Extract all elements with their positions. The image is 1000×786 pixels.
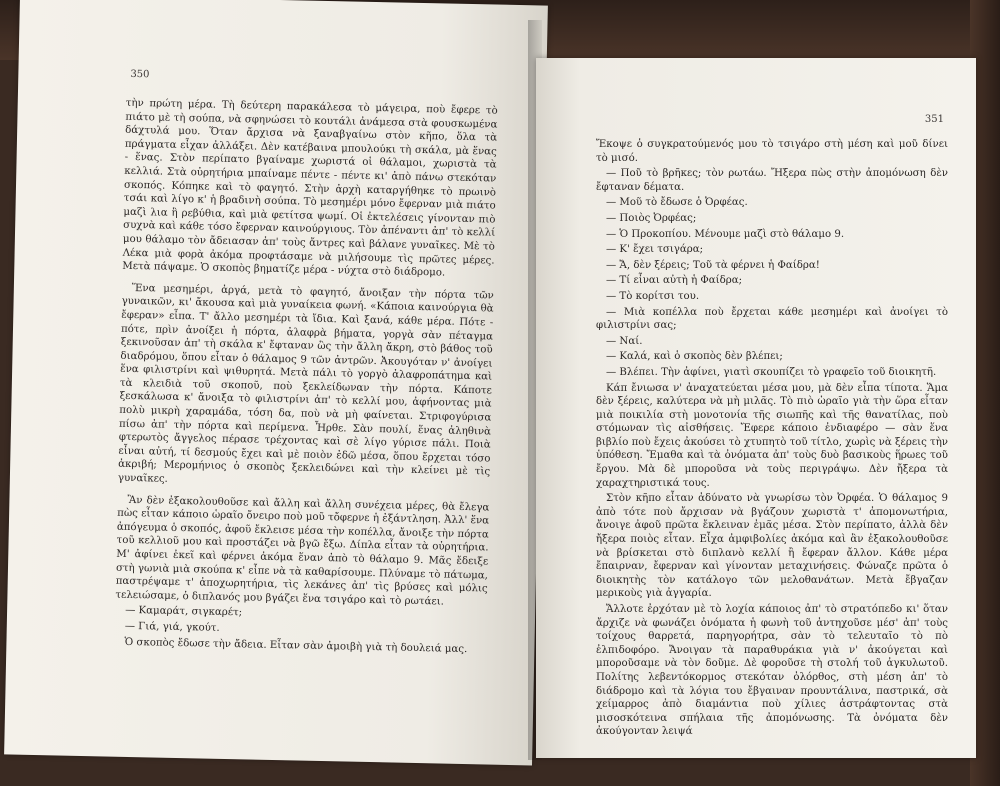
page-number-right: 351 xyxy=(924,114,944,125)
dialogue-line: — Ὁ Προκοπίου. Μένουμε μαζὶ στὸ θάλαμο 9. xyxy=(606,228,845,240)
paragraph: Ὁ σκοπὸς ἔδωσε τὴν ἄδεια. Εἶταν σὰν ἀμοιβὴ γιὰ τὴ δουλειά μας. xyxy=(124,636,468,655)
paragraph: Κάπ ἔνιωσα ν' ἀναχατεύεται μέσα μου, μὰ δὲν εἶπα τίποτα. Ἅμα δὲν ξέρεις, καλύτερα νὰ μὴ μιλᾶς. Τὸ πιὸ ὡραῖο γιὰ τὴν ὥρα εἶταν μιὰ ποικιλία στὴ μονοτονία τῆς σιωπῆς καὶ τῆς θανατίλας, ποὺ στόμωναν τὶς αἰσθήσεις. Ἔφερε κάποιο ἐνδιαφέρο — σὰν ἕνα βιβλίο ποὺ ἔχεις ἀκούσει τὸ χτυπητὸ τοῦ τίτλο, χωρὶς νὰ ξέρεις τὴν ὑπόθεση. Ἔμαθα καὶ τὰ ὀνόματα ἀπ' τοὺς δυὸ βασικοὺς ἥρωες τοῦ ἔργου. Μὰ δὲ μποροῦσα νὰ τοὺς περιγράψω. Δὲν ἤξερα τὰ χαραχτηριστικά τους. xyxy=(596,382,948,489)
paragraph: τὴν πρώτη μέρα. Τὴ δεύτερη παρακάλεσα τὸ μάγειρα, ποὺ ἔφερε τὸ πιάτο μὲ τὴ σούπα, νὰ σφηνώσει τὸ κουτάλι ἀνάμεσα στὰ φουσκωμένα δάχτυλά μου. Ὅταν ἄρχισα νὰ ξαναβγαίνω στὸν κῆπο, ὅλα τὰ πράγματα εἶχαν ἀλλάξει. Δὲν κατέβαινα μπουλούκι τὴ σκάλα, μὰ ἕνας - ἕνας. Στὸν περίπατο βγαίναμε χωριστά οἱ θάλαμοι, χωριστὰ τὰ κελλιά. Στὰ οὐρητήρια μπαίναμε πέντε - πέντε κι' ἀπὸ πάνω στεκόταν σκοπός. Κόπηκε καὶ τὸ φαγητό. Στὴν ἀρχὴ καταργήθηκε τὸ πρωινὸ τσάι καὶ λίγο κ' ἡ βραδινὴ σούπα. Τὸ μεσημέρι μόνο ἔφερναν μιὰ πιάτο μαζὶ λια ἢ ρεβύθια, καὶ μιὰ φετίτσα ψωμί. Οἱ ἐκτελέσεις γίνονταν πιὸ συχνὰ καὶ κάθε τόσο ἔφερναν καινούργιους. Τὸν ἀπέναντι ἀπ' τὸ κελλί μου θάλαμο τὸν ἄδειασαν ἀπ' τοὺς ἄντρες καὶ βάλανε γυναῖκες. Μὲ τὸ Λέκα μιὰ φορὰ ἀκόμα προφτάσαμε νὰ μιλήσουμε τὶς πρῶτες μέρες. Μετὰ πάψαμε. Ὁ σκοπὸς βηματίζε μέρα - νύχτα στὸ διάδρομο. xyxy=(122,97,498,279)
right-page xyxy=(536,58,976,758)
paragraph: Ἄλλοτε ἐρχόταν μὲ τὸ λοχία κάποιος ἀπ' τὸ στρατόπεδο κι' ὅταν ἄρχιζε νὰ φωνάζει ὀνόματα ἡ φωνὴ τοῦ ἀντηχοῦσε μέσ' ἀπ' τοὺς τοίχους θαρρετά, παρηγορήτρα, σὰν τὸ τελευταῖο τὸ πὸ ἐλπιδοφόρο. Ἄνοιγαν τὰ παραθυράκια γιὰ ν' ἀκούγεται καὶ μποροῦσαμε νὰ τὸν δοῦμε. Δὲ φοροῦσε τὴ στολή τοῦ ἀγκυλωτοῦ. Πολίτης λεβεντόκορμος στεκόταν ὀλόρθος, στὴ μέση ἀπ' τὸ διάδρομο καὶ τὰ λόγια του ἔβγαιναν προυντάλινα, παστρικά, σὰ χείμαρρος ἀπὸ διαμάντια ποὺ χίλιες ἀστράφτοντας στὰ μισοσκότεινα σπήλαια τῆς ἀπομόνωσης. Τὰ ὀνόματα δὲν ἀκούγονταν λειψά xyxy=(596,604,948,738)
dialogue-line: — Ποῦ τὸ βρῆκες; τὸν ρωτάω. Ἤξερα πὼς στὴν ἀπομόνωση δὲν ἔφταναν δέματα. xyxy=(596,168,948,193)
dialogue-line: — Τί εἶναι αὐτὴ ἡ Φαίδρα; xyxy=(606,275,743,287)
left-page xyxy=(4,0,548,765)
dialogue-line: — Κ' ἔχει τσιγάρα; xyxy=(606,244,704,256)
dialogue-line: — Ἄ, δὲν ξέρεις; Τοῦ τὰ φέρνει ἡ Φαίδρα! xyxy=(606,259,820,271)
dialogue-line: — Μιὰ κοπέλλα ποὺ ἔρχεται κάθε μεσημέρι καὶ ἀνοίγει τὸ φιλιστρίνι σας; xyxy=(596,306,948,332)
left-page-text xyxy=(114,97,498,659)
paragraph: Ἂν δὲν ἐξακολουθοῦσε καὶ ἄλλη καὶ ἄλλη συνέχεια μέρες, θὰ ἔλεγα πὼς εἶταν κάποιο ὡραῖο ὄνειρο ποὺ μοῦ τὄφερνε ἡ ἐξάντληση. Ἀλλ' ἕνα ἀπόγευμα ὁ σκοπός, ἀφοῦ ἔκλεισε μέσα τὴν κοπέλλα, ἄνοιξε τὴν πόρτα τοῦ κελλιοῦ μου καὶ προστάζει νὰ βγῶ ἔξω. Δίπλα εἶταν τὰ οὐρητήρια. Μ' ἀφίνει ἐκεῖ καὶ φέρνει ἀκόμα ἕναν ἀπὸ τὸ θάλαμο 9. Μᾶς ἔδειξε στὴ γωνιὰ μιὰ σκούπα κ' εἶπε νὰ τὰ καθαρίσουμε. Πλύναμε τὸ πάτωμα, παστρέψαμε τ' ἀποχωρητήρια, τὶς λεκάνες ἀπ' τὶς βρύσες καὶ μόλις τελειώσαμε, ὁ διπλανός μου βγάζει ἕνα τσιγάρο καὶ τὸ ρωτάει. xyxy=(115,494,490,608)
dialogue-line: — Καμαράτ, σιγκαρέτ; xyxy=(125,605,243,619)
dialogue-line: — Ποιὸς Ὀρφέας; xyxy=(606,212,697,224)
dialogue-line: — Βλέπει. Τὴν ἀφίνει, γιατὶ σκουπίζει τὸ γραφεῖο τοῦ διοικητῆ. xyxy=(606,366,937,378)
paragraph: Ἕνα μεσημέρι, ἀργά, μετὰ τὸ φαγητό, ἄνοιξαν τὴν πόρτα τῶν γυναικῶν, κι' ἄκουσα καὶ μιὰ γυναίκεια φωνή. «Κάποια καινούργια θὰ ἔφεραν» εἶπα. Τ' ἄλλο μεσημέρι τὰ ἴδια. Καὶ ξανά, κάθε μέρα. Πότε - πότε, πρὶν ἀνοίξει ἡ πόρτα, ἀλαφρὰ βήματα, γοργὰ σὰν πέταγμα ξεκινοῦσαν ἀπ' τὴ σκάλα κ' ἔφταναν ὣς τὴν ἄλλη ἄκρη, στὸ βάθος τοῦ διαδρόμου, ὅπου εἶταν ὁ θάλαμος 9 τῶν ἀντρῶν. Ἀκουγόταν ν' ἀνοίγει ἕνα φιλιστρίνι καὶ ψιθυρητά. Μετὰ πάλι τὸ γοργὸ ἀλαφροπάτημα καὶ τὰ κλειδιὰ τοῦ σκοποῦ, ποὺ ξεκλείδωναν τὴν πόρτα. Κάποτε ξεσκάλωσα κ' ἄνοιξα τὸ φιλιστρίνι ἀπ' τὸ κελλί μου, ἀφήνοντας μιὰ πολὺ μικρὴ χαραμάδα, τόση δα, ποὺ νὰ μὴ φαίνεται. Στριφογύρισα πίσω ἀπ' τὴν πόρτα καὶ περίμενα. Ἦρθε. Σὰν πουλί, ἕνας ἀληθινὰ φτερωτὸς ἄγγελος πέρασε τρέχοντας καὶ σὲ λίγο γύρισε πάλι. Ποιὰ εἶναι αὐτή, τί δεσμούς ἔχει καὶ μὲ ποιὸν ἐδῶ μέσα, ὅπου ἔρχεται τόσο ἀκριβή; Μερομήνιος ὁ σκοπὸς ξεκλειδώνει καὶ τὴν κλείνει μὲ τὶς γυναῖκες. xyxy=(117,282,494,485)
dialogue-line: — Τὸ κορίτσι του. xyxy=(606,290,700,302)
page-number-left: 350 xyxy=(130,68,150,81)
dialogue-line: — Ναί. xyxy=(606,335,643,347)
dialogue-line: — Γιά, γιά, γκούτ. xyxy=(124,620,220,634)
right-page-text xyxy=(596,138,948,741)
dialogue-line: — Μοῦ τὸ ἔδωσε ὁ Ὀρφέας. xyxy=(606,197,748,209)
paragraph: Ἔκοψε ὁ συγκρατούμενός μου τὸ τσιγάρο στὴ μέση καὶ μοῦ δίνει τὸ μισό. xyxy=(596,139,948,164)
paragraph: Στὸν κῆπο εἶταν ἀδύνατο νὰ γνωρίσω τὸν Ὀρφέα. Ὁ θάλαμος 9 ἀπὸ τότε ποὺ ἄρχισαν νὰ βγάζουν χωριστὰ τ' ἀπομονωτήρια, ἄνοιγε ἀφοῦ πρῶτα ἔκλειναν ἐμᾶς μέσα. Στὸν περίπατο, ἀλλὰ δὲν ἤξερα ποιὸς εἶταν. Εἶχα ἀμφιβολίες ἀκόμα καὶ ἂν ἐξακολουθοῦσε νὰ βρίσκεται στὸ διπλανὸ κελλί ἢ ἔφεραν ἄλλον. Κάθε μέρα ἔπαιρναν, ἔφερναν καὶ γίνονταν μεταχινήσεις. Φώναζε πρῶτα ὁ διοικητὴς τὸν κατάλογο τῶν μελοθανάτων. Μετὰ ἔβγαζαν μερικοὺς γιὰ ἀγγαρία. xyxy=(596,493,948,600)
dialogue-line: — Καλά, καὶ ὁ σκοπὸς δὲν βλέπει; xyxy=(606,351,783,363)
